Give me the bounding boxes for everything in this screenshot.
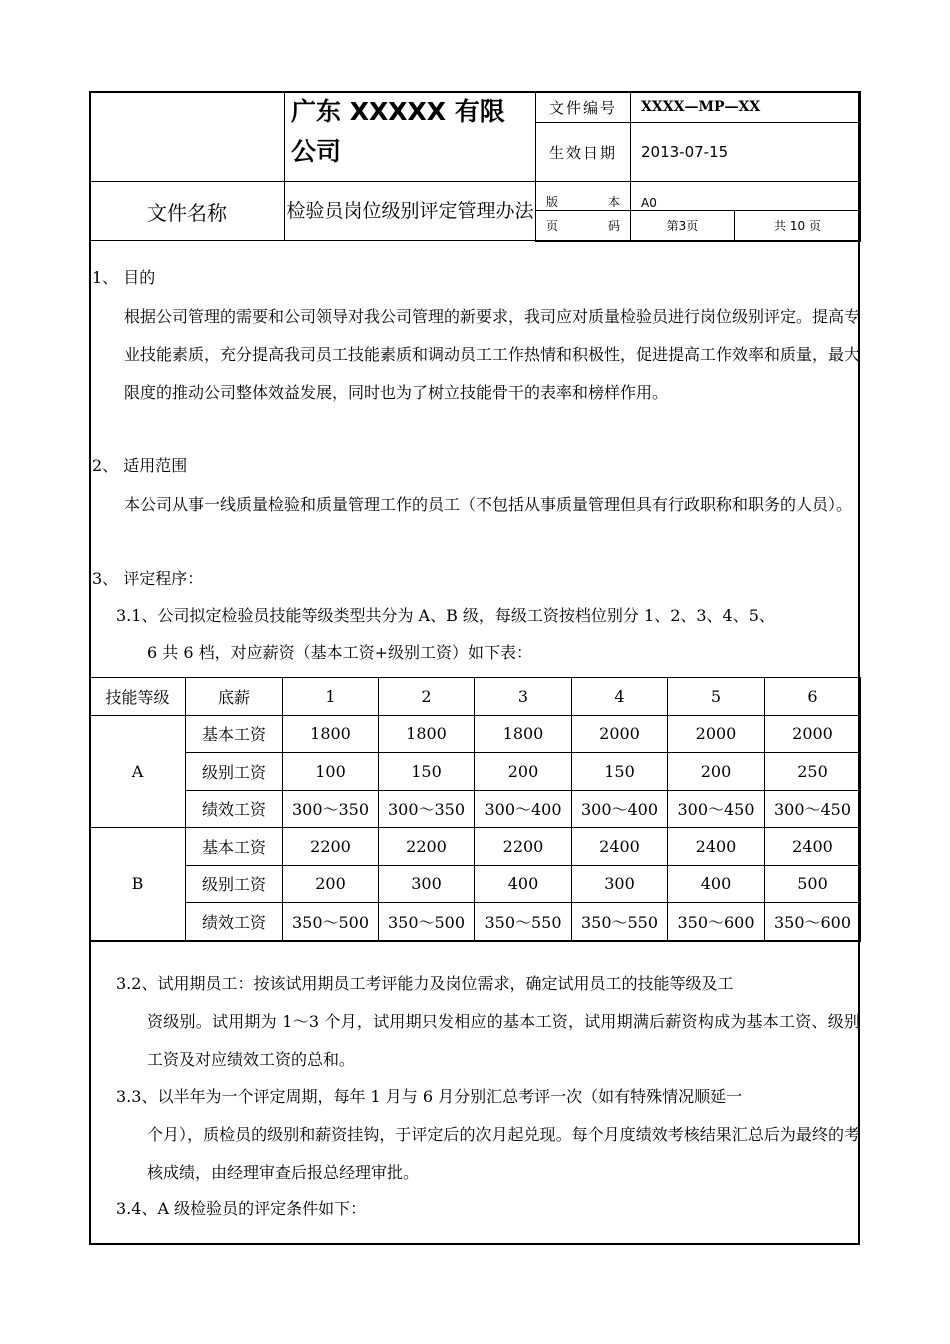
value-cell: 350～500 (283, 903, 379, 941)
section-3-1-line-1: 3.1、公司拟定检验员技能等级类型共分为 A、B 级，每级工资按档位别分 1、2、3、4、5、 (116, 606, 775, 625)
logo-cell (90, 92, 285, 182)
salary-table (89, 677, 861, 942)
value-cell: 2200 (283, 828, 379, 866)
value-cell: 1800 (475, 715, 572, 753)
section-2-body: 本公司从事一线质量检验和质量管理工作的员工（不包括从事质量管理但具有行政职称和职务的人员）。 (124, 495, 853, 514)
value-cell: 2000 (572, 715, 668, 753)
grade-cell: B (90, 828, 186, 941)
doc-no-label: 文件编号 (536, 92, 631, 123)
header-cell: 6 (765, 678, 861, 716)
value-cell: 2000 (668, 715, 765, 753)
header-cell: 5 (668, 678, 765, 716)
section-1-body: 根据公司管理的需要和公司领导对我公司管理的新要求，我司应对质量检验员进行岗位级别评定。提高专业技能素质，充分提高我司员工技能素质和调动员工工作热情和积极性，促进提高工作效率和质量，最大限度的推动公司整体效益发展，同时也为了树立技能骨干的表率和榜样作用。 (124, 307, 861, 402)
value-cell: 350～550 (572, 903, 668, 941)
header-cell: 2 (379, 678, 475, 716)
value-cell: 300～350 (379, 790, 475, 828)
value-cell: 300～350 (283, 790, 379, 828)
table-row (90, 753, 861, 791)
value-cell: 300～400 (475, 790, 572, 828)
doc-no-value: XXXX—MP—XX (631, 92, 861, 123)
section-3-4: 3.4、A 级检验员的评定条件如下： (116, 1199, 367, 1218)
section-3-3-line-1: 3.3、以半年为一个评定周期，每年 1 月与 6 月分别汇总考评一次（如有特殊情况顺延一 (116, 1087, 743, 1106)
value-cell: 200 (668, 753, 765, 791)
table-header-row (90, 678, 861, 716)
header-cell: 3 (475, 678, 572, 716)
row-label: 绩效工资 (186, 790, 283, 828)
version-label: 版 本 (536, 182, 631, 211)
table-row (90, 865, 861, 903)
value-cell: 1800 (283, 715, 379, 753)
row-label: 级别工资 (186, 753, 283, 791)
section-3-1-line-2: 6 共 6 档，对应薪资（基本工资+级别工资）如下表： (147, 643, 533, 662)
section-3-3-body: 个月），质检员的级别和薪资挂钩，于评定后的次月起兑现。每个月度绩效考核结果汇总后为最终的考核成绩，由经理审查后报总经理审批。 (147, 1125, 860, 1182)
value-cell: 2400 (765, 828, 861, 866)
page-label: 页 码 (536, 211, 631, 241)
effective-date-label: 生效日期 (536, 123, 631, 182)
value-cell: 2400 (668, 828, 765, 866)
value-cell: 150 (572, 753, 668, 791)
value-cell: 200 (475, 753, 572, 791)
value-cell: 300 (572, 865, 668, 903)
value-cell: 300 (379, 865, 475, 903)
header-cell: 技能等级 (90, 678, 186, 716)
effective-date-value: 2013-07-15 (631, 123, 861, 182)
section-3-2-body: 资级别。试用期为 1～3 个月，试用期只发相应的基本工资，试用期满后薪资构成为基本工资、级别工资及对应绩效工资的总和。 (147, 1012, 860, 1069)
section-2-title: 2、 适用范围 (92, 456, 188, 475)
section-3-title: 3、 评定程序： (92, 569, 204, 588)
table-row (90, 828, 861, 866)
value-cell: 2200 (475, 828, 572, 866)
header-cell: 底薪 (186, 678, 283, 716)
row-label: 基本工资 (186, 828, 283, 866)
page-current: 第3页 (631, 211, 735, 241)
section-1-title: 1、 目的 (92, 268, 156, 287)
value-cell: 400 (475, 865, 572, 903)
value-cell: 500 (765, 865, 861, 903)
table-row (90, 715, 861, 753)
row-label: 绩效工资 (186, 903, 283, 941)
value-cell: 2000 (765, 715, 861, 753)
value-cell: 350～600 (765, 903, 861, 941)
file-name-label: 文件名称 (90, 182, 285, 241)
value-cell: 350～600 (668, 903, 765, 941)
grade-cell: A (90, 715, 186, 828)
value-cell: 350～550 (475, 903, 572, 941)
value-cell: 2200 (379, 828, 475, 866)
table-row (90, 903, 861, 941)
document-header (89, 91, 861, 242)
file-title: 检验员岗位级别评定管理办法 (285, 182, 536, 241)
value-cell: 200 (283, 865, 379, 903)
value-cell: 300～400 (572, 790, 668, 828)
value-cell: 400 (668, 865, 765, 903)
value-cell: 150 (379, 753, 475, 791)
row-label: 基本工资 (186, 715, 283, 753)
value-cell: 250 (765, 753, 861, 791)
value-cell: 350～500 (379, 903, 475, 941)
value-cell: 100 (283, 753, 379, 791)
value-cell: 1800 (379, 715, 475, 753)
company-name: 广东 XXXXX 有限公司 (285, 92, 536, 182)
header-cell: 1 (283, 678, 379, 716)
table-row (90, 790, 861, 828)
section-3-2-line-1: 3.2、试用期员工：按该试用期员工考评能力及岗位需求，确定试用员工的技能等级及工 (116, 974, 734, 993)
value-cell: 2400 (572, 828, 668, 866)
value-cell: 300～450 (668, 790, 765, 828)
value-cell: 300～450 (765, 790, 861, 828)
row-label: 级别工资 (186, 865, 283, 903)
header-cell: 4 (572, 678, 668, 716)
page-total: 共 10 页 (735, 211, 861, 241)
version-value: A0 (631, 182, 861, 211)
